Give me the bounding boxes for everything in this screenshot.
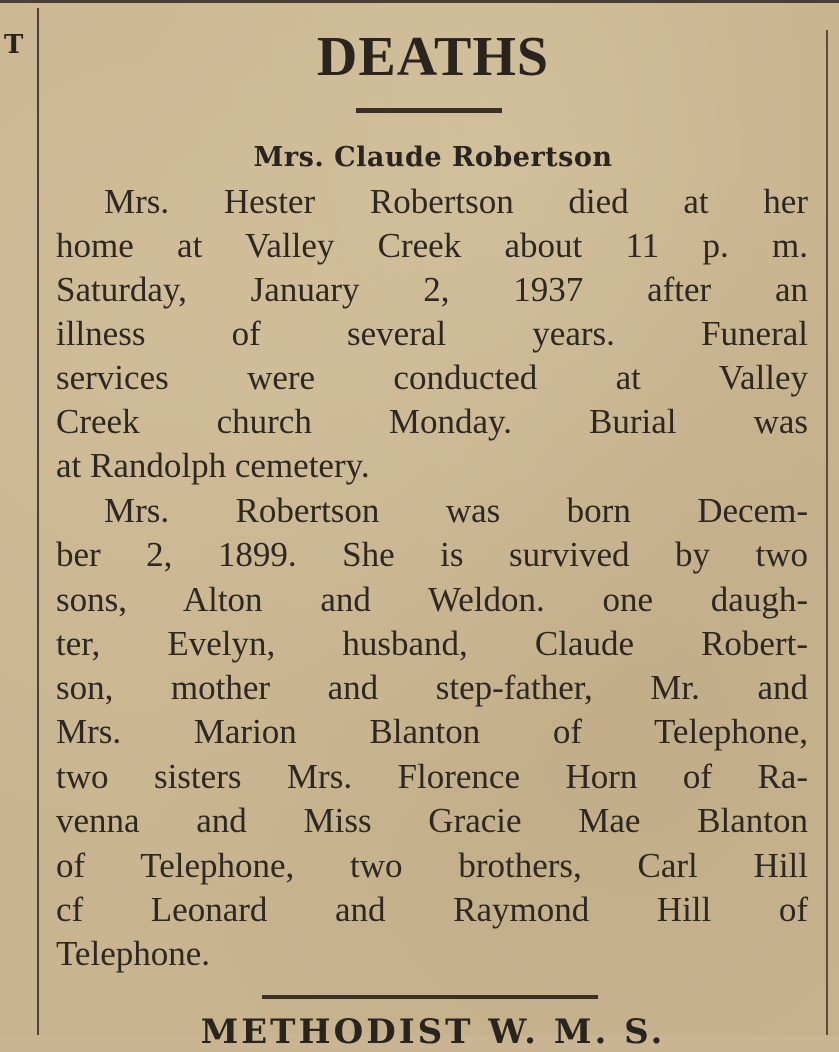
paragraph-1-line: Saturday, January 2, 1937 after an <box>56 270 808 309</box>
paragraph-2-line: sons, Alton and Weldon. one daugh- <box>56 580 808 619</box>
column-rule-right <box>826 30 828 1035</box>
paragraph-1-line: Mrs. Hester Robertson died at her <box>104 182 808 221</box>
paragraph-2-line: two sisters Mrs. Florence Horn of Ra- <box>56 757 808 796</box>
paragraph-1-line: services were conducted at Valley <box>56 358 808 397</box>
section-divider-rule <box>262 995 598 999</box>
paragraph-1-line: Creek church Monday. Burial was <box>56 402 808 441</box>
obituary-name: Mrs. Claude Robertson <box>253 142 613 173</box>
next-section-heading: METHODIST W. M. S. <box>200 1012 666 1052</box>
adjacent-column-fragment: T <box>4 30 24 60</box>
paragraph-2-line: Mrs. Robertson was born Decem- <box>104 491 808 530</box>
top-rule <box>0 0 839 3</box>
paragraph-1-line: at Randolph cemetery. <box>56 446 370 485</box>
column-rule-left <box>37 8 39 1035</box>
paragraph-2-line: cf Leonard and Raymond Hill of <box>56 890 808 929</box>
paragraph-2-line: venna and Miss Gracie Mae Blanton <box>56 801 808 840</box>
paragraph-2-line: son, mother and step-father, Mr. and <box>56 668 808 707</box>
paragraph-2-line: of Telephone, two brothers, Carl Hill <box>56 846 808 885</box>
paragraph-2-line: ber 2, 1899. She is survived by two <box>56 535 808 574</box>
paragraph-2-line: ter, Evelyn, husband, Claude Robert- <box>56 624 808 663</box>
paragraph-1-line: home at Valley Creek about 11 p. m. <box>56 226 808 265</box>
paragraph-1-line: illness of several years. Funeral <box>56 314 808 353</box>
section-heading: DEATHS <box>316 26 550 88</box>
paragraph-2-line: Mrs. Marion Blanton of Telephone, <box>56 712 808 751</box>
paragraph-2-line: Telephone. <box>56 934 211 973</box>
heading-rule <box>356 108 502 113</box>
